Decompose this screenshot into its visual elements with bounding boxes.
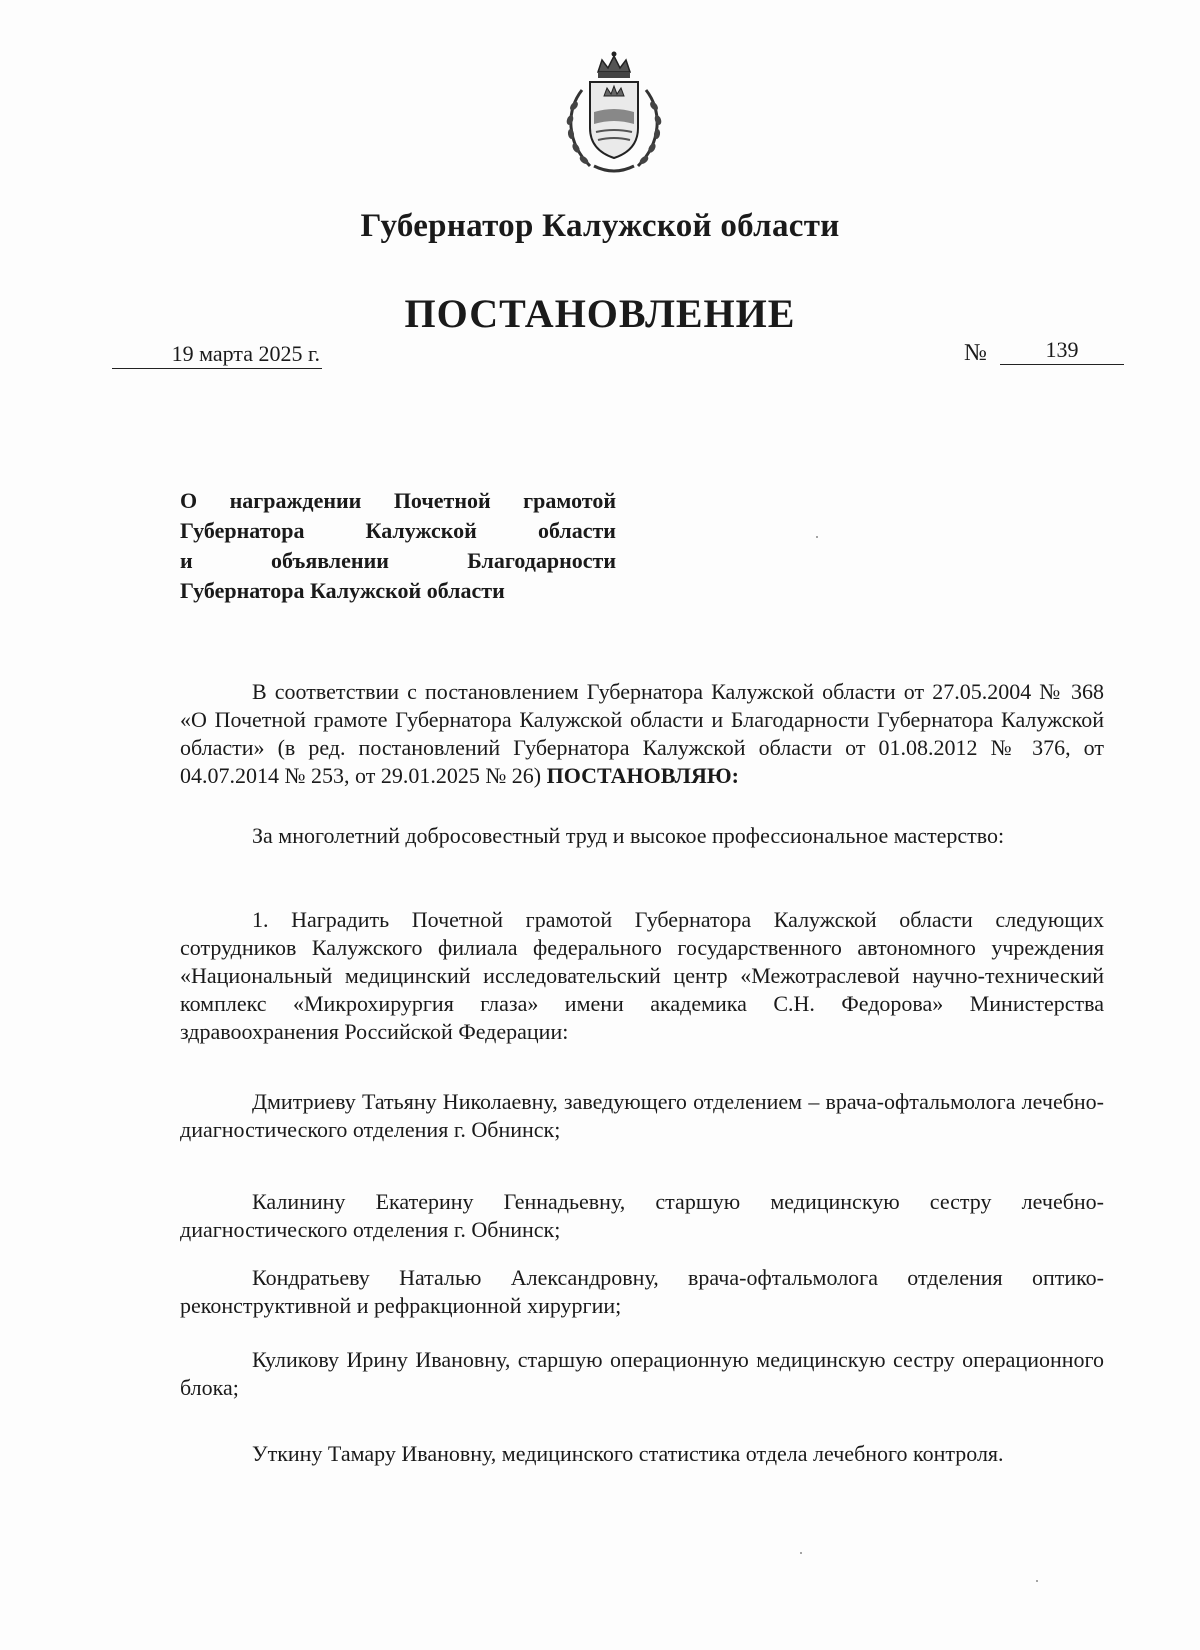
reason-paragraph <box>180 822 1104 850</box>
awardee-text: Кондратьеву Наталью Александровну, врача-офтальмолога отделения оптико-реконструктивной и рефракционной хирургии; <box>180 1265 1104 1318</box>
awardee-text: Уткину Тамару Ивановну, медицинского статистика отдела лечебного контроля. <box>252 1441 1004 1466</box>
preamble-paragraph <box>180 678 1104 790</box>
document-subject <box>180 486 616 606</box>
subject-line: О награждении Почетной грамотой <box>180 488 616 513</box>
awardee-entry <box>180 1264 1104 1320</box>
awardee-text: Куликову Ирину Ивановну, старшую операционную медицинскую сестру операционного блока; <box>180 1347 1104 1400</box>
scan-speck <box>816 536 818 538</box>
document-number: 139 <box>1000 336 1124 365</box>
subject-line: Губернатора Калужской области <box>180 578 505 603</box>
resolve-keyword: ПОСТАНОВЛЯЮ: <box>546 763 739 788</box>
award-item-paragraph <box>180 906 1104 1046</box>
issuing-authority: Губернатор Калужской области <box>360 208 840 244</box>
kaluga-coat-of-arms-icon <box>560 50 668 178</box>
awardee-entry <box>180 1088 1104 1144</box>
scan-speck <box>1036 1580 1038 1582</box>
document-date: 19 марта 2025 г. <box>112 340 322 369</box>
number-sign: № <box>964 340 987 366</box>
document-type-title: ПОСТАНОВЛЕНИЕ <box>404 291 796 336</box>
awardee-entry <box>180 1188 1104 1244</box>
document-number-block <box>964 336 1124 370</box>
awardee-text: Калинину Екатерину Геннадьевну, старшую медицинскую сестру лечебно-диагностического отделения г. Обнинск; <box>180 1189 1104 1242</box>
awardee-entry <box>180 1346 1104 1402</box>
awardee-entry <box>180 1440 1104 1468</box>
scan-speck <box>800 1552 802 1554</box>
preamble-text: В соответствии с постановлением Губернатора Калужской области от 27.05.2004 № 368 «О Почетной грамоте Губернатора Калужской области и Благодарности Губернатора Калужской области» (в ред. постановлений Губернатора Калужской области от 01.08.2012 № 376, от 04.07.2014 № 253, от 29.01.2025 № 26) <box>180 679 1104 788</box>
subject-line: и объявлении Благодарности <box>180 548 616 573</box>
subject-line: Губернатора Калужской области <box>180 518 616 543</box>
award-item-text: 1. Наградить Почетной грамотой Губернатора Калужской области следующих сотрудников Калужского филиала федерального государственного автономного учреждения «Национальный медицинский исследовательский центр «Межотраслевой научно-технический комплекс «Микрохирургия глаза» имени академика С.Н. Федорова» Министерства здравоохранения Российской Федерации: <box>180 907 1104 1044</box>
reason-text: За многолетний добросовестный труд и высокое профессиональное мастерство: <box>252 823 1005 848</box>
awardee-text: Дмитриеву Татьяну Николаевну, заведующего отделением – врача-офтальмолога лечебно-диагностического отделения г. Обнинск; <box>180 1089 1104 1142</box>
